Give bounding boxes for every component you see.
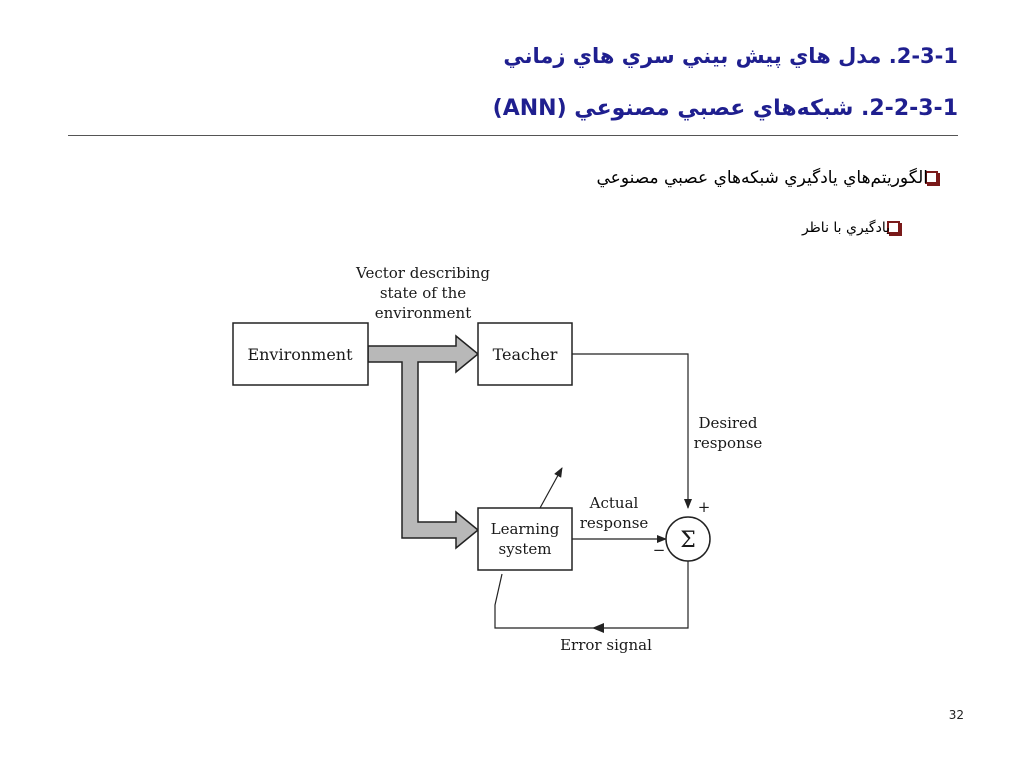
bullet-supervised-learning: يادگيري با ناظر [801,220,890,236]
learning-system-label-line1: Learning [490,520,560,538]
error-signal-arrowhead [592,623,604,633]
vector-label-line2: state of the [379,284,467,302]
actual-response-line2: response [579,514,649,532]
desired-response-line2: response [693,434,763,452]
teacher-label: Teacher [492,345,558,364]
adjustment-arrow [540,468,562,508]
environment-label: Environment [247,345,353,364]
vector-label-line3: environment [374,304,472,322]
desired-response-line1: Desired [698,414,758,432]
slide-title-line2: 2-2-3-1. شبكه‌هاي عصبي مصنوعي (ANN) [492,96,958,121]
error-signal-line [495,561,688,628]
minus-sign: − [652,541,666,559]
vector-label-line1: Vector describing [356,264,490,282]
bullet-learning-algorithms: الگوريتم‌هاي يادگيري شبكه‌هاي عصبي مصنوعي [596,168,928,188]
learning-system-label-line2: system [498,540,552,558]
sum-symbol: Σ [680,528,696,553]
error-signal-label: Error signal [560,636,652,654]
state-vector-arrow [368,336,478,548]
desired-response-line [572,354,688,508]
learning-system-box [478,508,572,570]
page-number: 32 [948,708,964,722]
actual-response-line1: Actual [589,494,639,512]
plus-sign: + [697,498,711,516]
slide-title-line1: 2-3-1. مدل هاي پيش بيني سري هاي زماني [503,44,958,68]
